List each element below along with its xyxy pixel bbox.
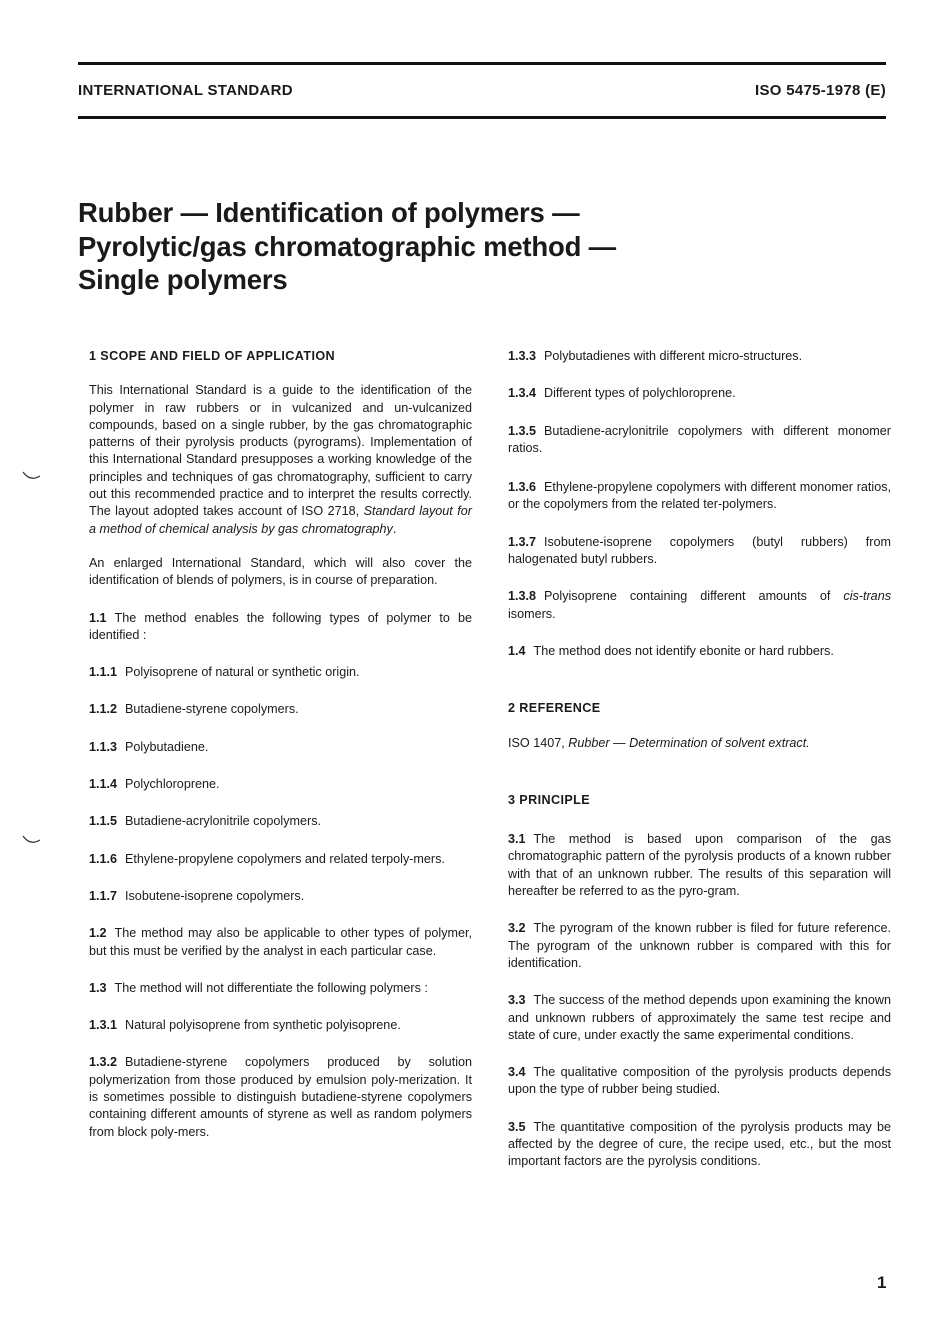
clause-1-1-6: 1.1.6 Ethylene-propylene copolymers and related terpoly-mers. [89,851,445,866]
header-left: INTERNATIONAL STANDARD [78,82,293,99]
section-3-heading: 3 PRINCIPLE [508,792,591,807]
clause-1-4: 1.4 The method does not identify ebonite or hard rubbers. [508,643,834,658]
clause-1-1-7: 1.1.7 Isobutene-isoprene copolymers. [89,888,305,903]
clause-3-5: 3.5 The quantitative composition of the pyrolysis products may be affected by the degree of cure, the recipe used, etc., but the most important factors are the pyrolysis conditions. [508,1119,891,1169]
header-rule [78,116,886,119]
clause-1-1: 1.1 The method enables the following types of polymer to be identified : [89,610,472,642]
section-2-heading: 2 REFERENCE [508,701,601,716]
clause-1-3-5: 1.3.5 Butadiene-acrylonitrile copolymers with different monomer ratios. [508,423,891,455]
title-line-3: Single polymers [78,264,288,295]
right-column [508,348,891,1171]
section-1-heading: 1 SCOPE AND FIELD OF APPLICATION [89,349,336,363]
clause-1-3-7: 1.3.7 Isobutene-isoprene copolymers (butyl rubbers) from halogenated butyl rubbers. [508,534,891,567]
header-right: ISO 5475-1978 (E) [754,82,886,99]
section-1-paragraph-2: An enlarged International Standard, which will also cover the identification of blends of polymers, is in course of preparation. [89,555,472,588]
clause-1-3-1: 1.3.1 Natural polyisoprene from synthetic polyisoprene. [89,1018,401,1033]
iso-1407-title: Rubber — Determination of solvent extract. [568,735,810,750]
clause-3-4: 3.4 The qualitative composition of the pyrolysis products depends upon the type of rubber being studied. [508,1065,891,1097]
title-line-2: Pyrolytic/gas chromatographic method — [78,230,616,262]
clause-3-3: 3.3 The success of the method depends upon examining the known and unknown rubbers of approximately the same test recipe and state of cure, under exactly the same experimental conditions. [508,993,891,1042]
clause-1-1-1: 1.1.1 Polyisoprene of natural or synthetic origin. [89,665,360,680]
clause-1-3-3: 1.3.3 Polybutadienes with different micro-structures. [508,349,803,363]
margin-check-mark-icon [22,470,42,484]
left-column [89,348,472,1141]
iso-2718-title: Standard layout for a method of chemical analysis by gas chromatography [89,504,472,536]
section-1-paragraph-1: This International Standard is a guide to the identification of the polymer in raw rubbers or in vulcanized and un-vulcanized compounds, based on a single rubber, by the gas chromatographic patterns of their pyrolysis products (pyrograms). Implementation of this International Standard presupposes a working knowledge of the principles and techniques of gas chromatography, sufficient to carry out this recommended practice and to interpret the results correctly. The layout adopted takes account of ISO 2718, Standard layout for a method of chemical analysis by gas chromatography. [89,383,472,536]
top-rule [78,62,886,65]
title-line-1: Rubber — Identification of polymers — [78,197,580,228]
clause-3-1: 3.1 The method is based upon comparison of the gas chromatographic pattern of the pyrolysis products of a known rubber with that of an unknown rubber. The results of this separation will hereafter be referred to as the pyro-gram. [508,832,891,899]
margin-check-mark-icon [22,834,42,848]
clause-1-3-6: 1.3.6 Ethylene-propylene copolymers with different monomer ratios, or the copolymers from the related ter-polymers. [508,480,891,512]
clause-1-3-2: 1.3.2 Butadiene-styrene copolymers produced by solution polymerization from those produced by emulsion poly-merization. It is sometimes possible to distinguish butadiene-styrene copolymers containing different amounts of styrene as well as random polymers from block poly-mers. [89,1055,472,1139]
clause-1-3-4: 1.3.4 Different types of polychloroprene. [508,386,736,401]
clause-1-1-5: 1.1.5 Butadiene-acrylonitrile copolymers. [89,814,322,829]
clause-3-2: 3.2 The pyrogram of the known rubber is filed for future reference. The pyrogram of the unknown rubber is compared with this for identification. [508,921,891,970]
document-title [78,196,778,297]
clause-1-1-3: 1.1.3 Polybutadiene. [89,739,209,754]
clause-1-3: 1.3 The method will not differentiate the following polymers : [89,980,428,995]
clause-1-1-4: 1.1.4 Polychloroprene. [89,777,220,792]
page-number: 1 [877,1273,887,1292]
clause-1-2: 1.2 The method may also be applicable to other types of polymer, but this must be verified by the analyst in each particular case. [89,926,472,958]
section-2-reference: ISO 1407, Rubber — Determination of solvent extract. [508,735,810,750]
clause-1-3-8: 1.3.8 Polyisoprene containing different amounts of cis-trans isomers. [508,589,891,621]
clause-1-1-2: 1.1.2 Butadiene-styrene copolymers. [89,702,299,717]
